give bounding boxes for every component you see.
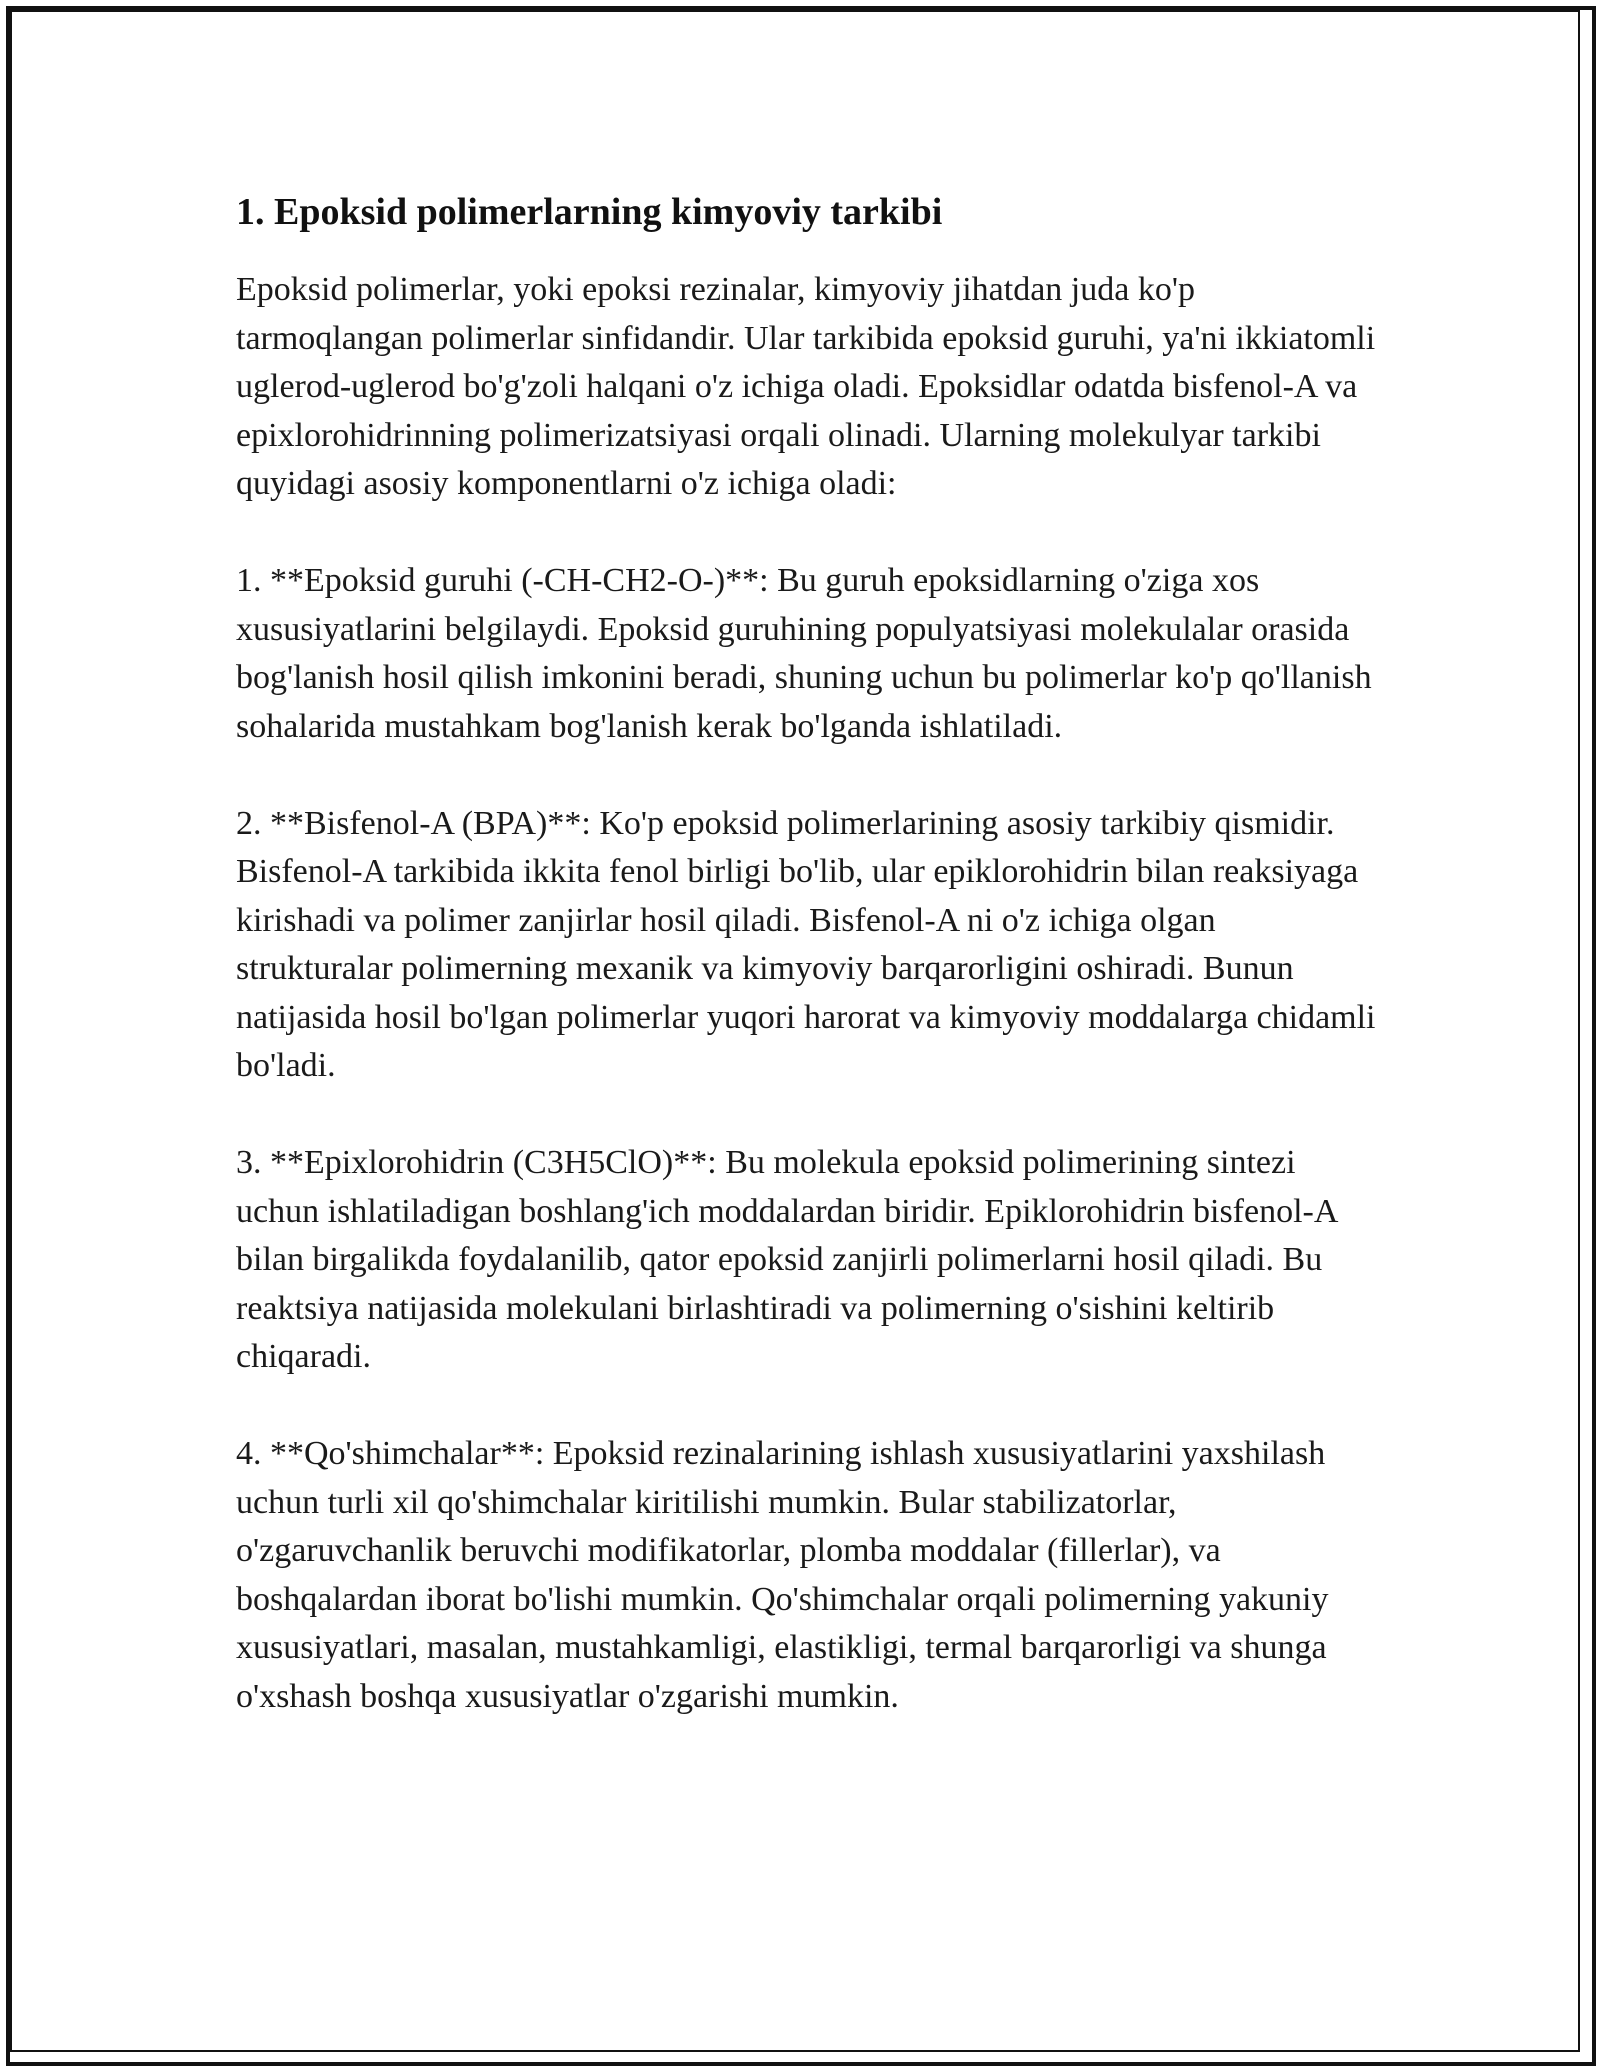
section-heading: 1. Epoksid polimerlarning kimyoviy tarkibi [236,191,943,233]
document-body [236,188,1376,1721]
list-item-epoxide-group: 1. **Epoksid guruhi (-CH-CH2-O-)**: Bu guruh epoksidlarning o'ziga xos xususiyatlarini belgilaydi. Epoksid guruhining populyatsiyasi molekulalar orasida bog'lanish hosil qilish imkonini beradi, shuning uchun bu polimerlar ko'p qo'llanish sohalarida mustahkam bog'lanish kerak bo'lganda ishlatiladi. [236,562,1372,745]
list-item-epichlorohydrin: 3. **Epixlorohidrin (C3H5ClO)**: Bu molekula epoksid polimerining sintezi uchun ishlatiladigan boshlang'ich moddalardan biridir. Epiklorohidrin bisfenol-A bilan birgalikda foydalanilib, qator epoksid zanjirli polimerlarni hosil qiladi. Bu reaktsiya natijasida molekulani birlashtiradi va polimerning o'sishini keltirib chiqaradi. [236,1144,1337,1375]
list-item-additives: 4. **Qo'shimchalar**: Epoksid rezinalarining ishlash xususiyatlarini yaxshilash uchun turli xil qo'shimchalar kiritilishi mumkin. Bular stabilizatorlar, o'zgaruvchanlik beruvchi modifikatorlar, plomba moddalar (fillerlar), va boshqalardan iborat bo'lishi mumkin. Qo'shimchalar orqali polimerning yakuniy xususiyatlari, masalan, mustahkamligi, elastikligi, termal barqarorligi va shunga o'xshash boshqa xususiyatlar o'zgarishi mumkin. [236,1435,1329,1715]
list-item-bisphenol-a: 2. **Bisfenol-A (BPA)**: Ko'p epoksid polimerlarining asosiy tarkibiy qismidir. Bisfenol-A tarkibida ikkita fenol birligi bo'lib, ular epiklorohidrin bilan reaksiyaga kirishadi va polimer zanjirlar hosil qiladi. Bisfenol-A ni o'z ichiga olgan strukturalar polimerning mexanik va kimyoviy barqarorligini oshiradi. Bunun natijasida hosil bo'lgan polimerlar yuqori harorat va kimyoviy moddalarga chidamli bo'ladi. [236,804,1376,1084]
intro-paragraph: Epoksid polimerlar, yoki epoksi rezinalar, kimyoviy jihatdan juda ko'p tarmoqlangan polimerlar sinfidandir. Ular tarkibida epoksid guruhi, ya'ni ikkiatomli uglerod-uglerod bo'g'zoli halqani o'z ichiga oladi. Epoksidlar odatda bisfenol-A va epixlorohidrinning polimerizatsiyasi orqali olinadi. Ularning molekulyar tarkibi quyidagi asosiy komponentlarni o'z ichiga oladi: [236,271,1376,502]
